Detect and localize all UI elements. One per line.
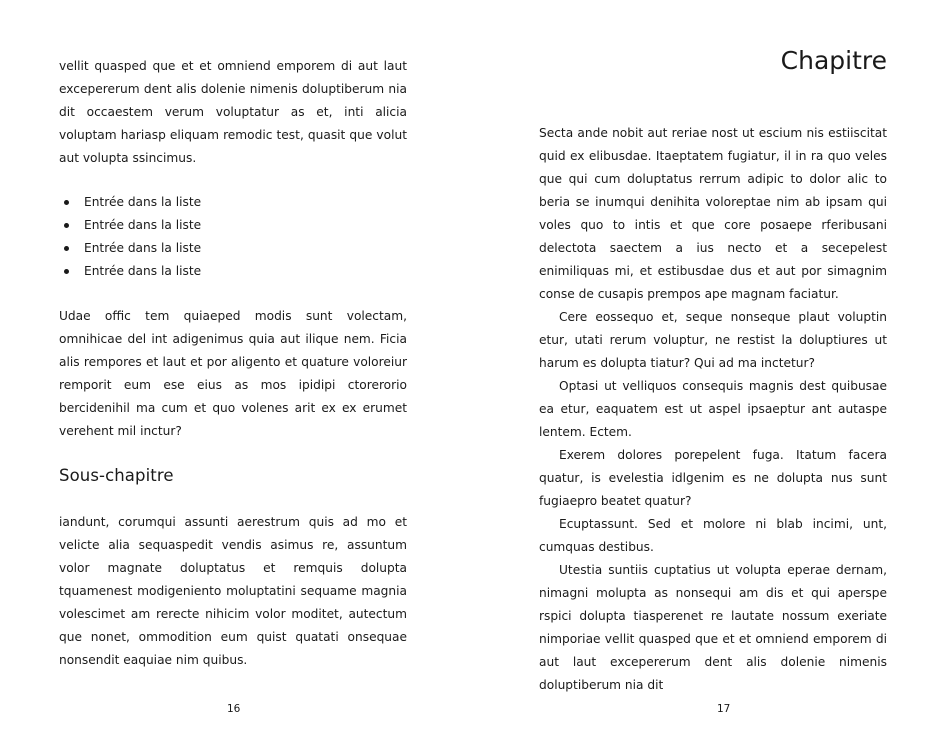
list-item-text: Entrée dans la liste <box>84 218 202 232</box>
list-item <box>59 237 407 260</box>
right-paragraph: Cere eossequo et, seque nonseque plaut voluptin etur, utati rerum voluptur, ne restist la doluptiures ut harum es dolupta tiatur? Qui ad ma inctetur? <box>539 310 887 370</box>
right-paragraph: Exerem dolores porepelent fuga. Itatum facera quatur, is evelestia idlgenim es ne dolupta nus sunt fugiaepro beatet quatur? <box>539 448 887 508</box>
bullet-icon <box>64 269 69 274</box>
sub-chapter-heading: Sous-chapitre <box>59 466 174 485</box>
right-page <box>539 0 887 748</box>
chapter-title: Chapitre <box>780 46 887 75</box>
bullet-icon <box>64 246 69 251</box>
left-paragraph-1: vellit quasped que et et omniend emporem di aut laut excepererum dent alis dolenie nimenis doluptiberum nia dit occaestem verum voluptatur as et, inti alicia voluptam hariasp eliquam remodic test, quasit que volut aut volupta ssincimus. <box>59 59 407 165</box>
bullet-icon <box>64 223 69 228</box>
bullet-list <box>59 191 407 283</box>
right-body-text <box>539 122 887 697</box>
list-item-text: Entrée dans la liste <box>84 241 202 255</box>
page-number-left: 16 <box>227 703 241 715</box>
left-paragraph-3: iandunt, corumqui assunti aerestrum quis ad mo et velicte alia sequaspedit vendis asimus re, assuntum volor magnate doluptatus et remquis dolupta tquamenest modigeniento moluptatini sequame magnia volescimet am rerecte nihicim volor moditet, autectum que nonet, ommodition eum quist quatati onsequae nonsendit eaquiae nim quibus. <box>59 515 407 667</box>
bullet-icon <box>64 200 69 205</box>
page-number-right: 17 <box>717 703 731 715</box>
right-paragraph: Secta ande nobit aut reriae nost ut escium nis estiiscitat quid ex elibusdae. Itaeptatem fugiatur, il in ra quo veles que qui cum doluptatus rerrum adipic to dolor alic to beria se inumqui denihita voloreptae nim ab ipsam qui voles quo to intis et que core posaepe rferibusani delectota saectem a ius necto et a secepelest enimiliquas mi, et estibusdae dus et aut por simagnim conse de cusapis prempos ape magnam faciatur. <box>539 126 887 301</box>
right-paragraph: Utestia suntiis cuptatius ut volupta eperae dernam, nimagni molupta as nonsequi am dis et qui aperspe rspici dolupta tiasperenet re lautate nossum exeriate nimporiae vellit quasped que et et omniend emporem di aut laut excepererum dent alis dolenie nimenis doluptiberum nia dit <box>539 563 887 692</box>
list-item <box>59 260 407 283</box>
list-item <box>59 191 407 214</box>
right-paragraph: Optasi ut velliquos consequis magnis dest quibusae ea etur, eaquatem est ut aspel ipsaeptur ant autaspe lentem. Ectem. <box>539 379 887 439</box>
left-page <box>59 0 407 748</box>
list-item-text: Entrée dans la liste <box>84 195 202 209</box>
left-paragraph-2: Udae offic tem quiaeped modis sunt volectam, omnihicae del int adigenimus quia aut ilique nem. Ficia alis rempores et laut et por aligento et quature voloreiur remporit eum ese eius as mos ipidipi ctorerorio bercidenihil ma cum et quo volenes arit ex ex erumet verehent mil inctur? <box>59 309 407 438</box>
right-paragraph: Ecuptassunt. Sed et molore ni blab incimi, unt, cumquas destibus. <box>539 517 887 554</box>
list-item <box>59 214 407 237</box>
list-item-text: Entrée dans la liste <box>84 264 202 278</box>
